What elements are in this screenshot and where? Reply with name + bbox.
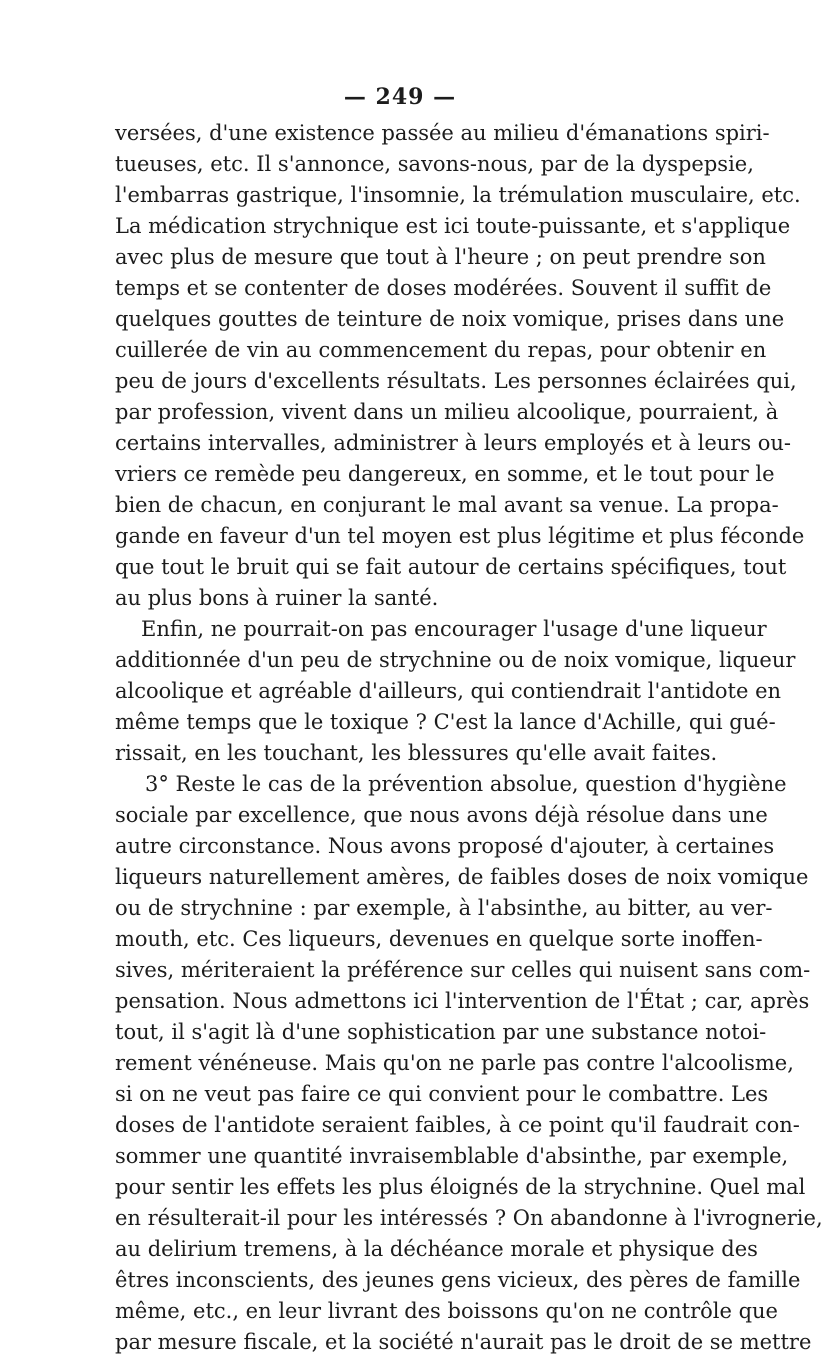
text-line: ou de strychnine : par exemple, à l'absinthe, au bitter, au ver- (115, 896, 773, 920)
text-line: 3° Reste le cas de la prévention absolue, question d'hygiène (145, 772, 787, 796)
text-line: peu de jours d'excellents résultats. Les personnes éclairées qui, (115, 369, 797, 393)
page-number: — 249 — (343, 84, 457, 110)
text-line: l'embarras gastrique, l'insomnie, la trémulation musculaire, etc. (115, 183, 801, 207)
text-line: tout, il s'agit là d'une sophistication par une substance notoi- (115, 1020, 767, 1044)
text-line: certains intervalles, administrer à leurs employés et à leurs ou- (115, 431, 792, 455)
text-line: temps et se contenter de doses modérées. Souvent il suffit de (115, 276, 772, 300)
text-line: rissait, en les touchant, les blessures qu'elle avait faites. (115, 741, 718, 765)
text-line: au plus bons à ruiner la santé. (115, 586, 439, 610)
text-line: au delirium tremens, à la déchéance morale et physique des (115, 1237, 758, 1261)
text-line: alcoolique et agréable d'ailleurs, qui contiendrait l'antidote en (115, 679, 782, 703)
text-line: même temps que le toxique ? C'est la lance d'Achille, qui gué- (115, 710, 776, 734)
text-line: quelques gouttes de teinture de noix vomique, prises dans une (115, 307, 785, 331)
text-line: autre circonstance. Nous avons proposé d'ajouter, à certaines (115, 834, 775, 858)
text-line: êtres inconscients, des jeunes gens vicieux, des pères de famille (115, 1268, 801, 1292)
text-line: rement vénéneuse. Mais qu'on ne parle pas contre l'alcoolisme, (115, 1051, 794, 1075)
text-line: Enfin, ne pourrait-on pas encourager l'usage d'une liqueur (141, 617, 767, 641)
text-line: mouth, etc. Ces liqueurs, devenues en quelque sorte inoffen- (115, 927, 763, 951)
text-line: même, etc., en leur livrant des boissons qu'on ne contrôle que (115, 1299, 778, 1323)
text-line: par profession, vivent dans un milieu alcoolique, pourraient, à (115, 400, 779, 424)
text-line: bien de chacun, en conjurant le mal avant sa venue. La propa- (115, 493, 779, 517)
text-line: sociale par excellence, que nous avons déjà résolue dans une (115, 803, 768, 827)
text-line: gande en faveur d'un tel moyen est plus légitime et plus féconde (115, 524, 805, 548)
text-line: si on ne veut pas faire ce qui convient pour le combattre. Les (115, 1082, 769, 1106)
body-text (115, 118, 823, 1358)
text-line: sives, mériteraient la préférence sur celles qui nuisent sans com- (115, 958, 811, 982)
text-line: tueuses, etc. Il s'annonce, savons-nous, par de la dyspepsie, (115, 152, 754, 176)
text-line: par mesure fiscale, et la société n'aurait pas le droit de se mettre (115, 1330, 812, 1354)
text-line: que tout le bruit qui se fait autour de certains spécifiques, tout (115, 555, 787, 579)
text-line: additionnée d'un peu de strychnine ou de noix vomique, liqueur (115, 648, 796, 672)
text-line: sommer une quantité invraisemblable d'absinthe, par exemple, (115, 1144, 789, 1168)
text-line: pour sentir les effets les plus éloignés de la strychnine. Quel mal (115, 1175, 806, 1199)
text-line: liqueurs naturellement amères, de faibles doses de noix vomique (115, 865, 809, 889)
text-line: doses de l'antidote seraient faibles, à ce point qu'il faudrait con- (115, 1113, 800, 1137)
text-line: avec plus de mesure que tout à l'heure ; on peut prendre son (115, 245, 766, 269)
text-line: La médication strychnique est ici toute-puissante, et s'applique (115, 214, 791, 238)
text-line: vriers ce remède peu dangereux, en somme, et le tout pour le (115, 462, 775, 486)
text-line: pensation. Nous admettons ici l'intervention de l'État ; car, après (115, 989, 810, 1013)
text-line: versées, d'une existence passée au milieu d'émanations spiri- (115, 121, 770, 145)
text-line: en résulterait-il pour les intéressés ? On abandonne à l'ivrognerie, (115, 1206, 823, 1230)
text-line: cuillerée de vin au commencement du repas, pour obtenir en (115, 338, 767, 362)
